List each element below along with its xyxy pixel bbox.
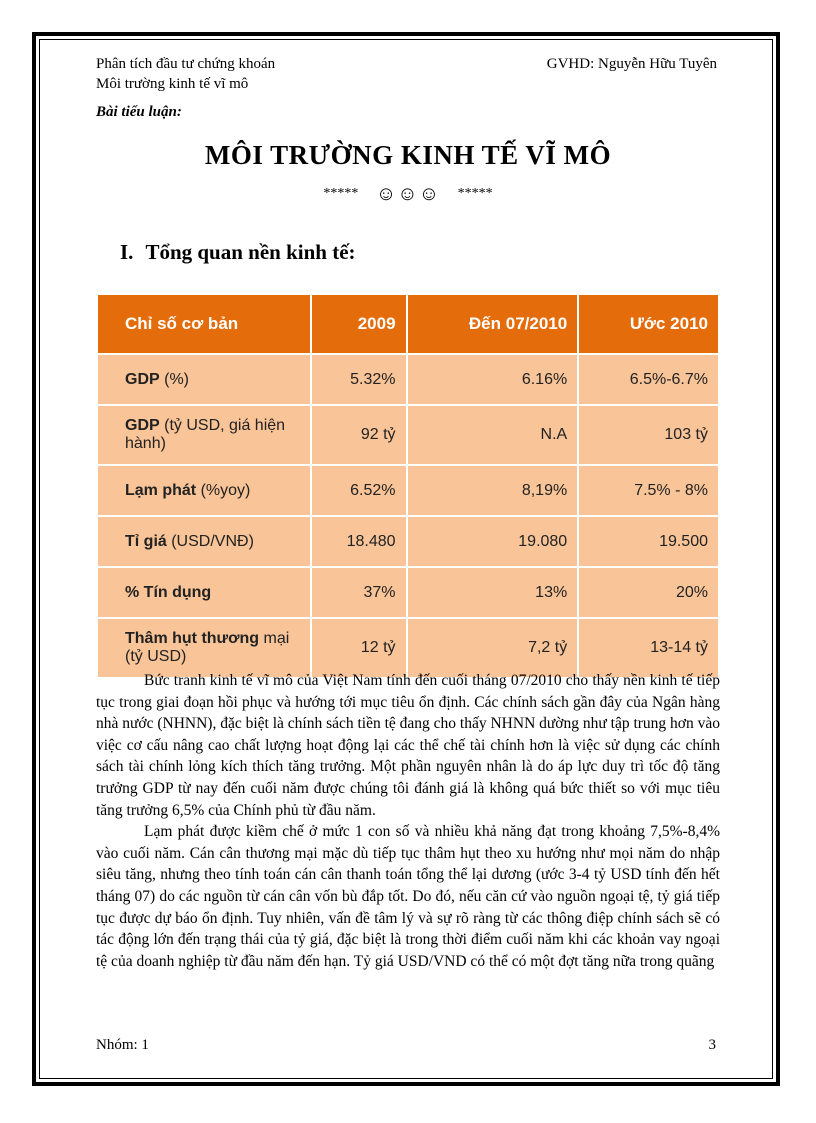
section-title: Tổng quan nền kinh tế: [145,240,356,264]
smiley-icon: ☺☺☺ [375,183,441,205]
ornament-stars-left: ***** [323,186,359,201]
indicator-cell: % Tín dụng [97,567,311,618]
table-row [97,465,719,516]
body-text [96,670,720,972]
value-2009-cell: 6.52% [311,465,407,516]
column-header-indicator: Chỉ số cơ bản [97,294,311,354]
paragraph: Lạm phát được kiềm chế ở mức 1 con số và nhiều khả năng đạt trong khoảng 7,5%-8,4% vào cuối năm. Cán cân thương mại mặc dù tiếp tục thâm hụt theo xu hướng như mọi năm do nhập siêu tăng, nhưng theo tính toán cán cân thanh toán tổng thể lại dương (ước 3-4 tỷ USD tính đến hết tháng 07) do các nguồn từ cán cân vốn bù đắp tốt. Do đó, nếu căn cứ vào nguồn ngoại tệ, tỷ giá tiếp tục được dự báo ổn định. Tuy nhiên, vấn đề tâm lý và sự rõ ràng từ các thông điệp chính sách sẽ có tác động lớn đến trạng thái của tỷ giá, đặc biệt là trong thời điểm cuối năm khi các khoản vay ngoại tệ của doanh nghiệp từ đầu năm đến hạn. Tỷ giá USD/VND có thể có một đợt tăng nữa trong quãng [96,823,720,970]
value-2009-cell: 5.32% [311,354,407,405]
indicator-cell: GDP (%) [97,354,311,405]
value-072010-cell: 13% [407,567,579,618]
doc-label: Bài tiểu luận: [96,104,182,120]
value-2009-cell: 92 tỷ [311,405,407,465]
ornament-stars-right: ***** [457,186,493,201]
value-est2010-cell: 20% [578,567,719,618]
paragraph: Bức tranh kinh tế vĩ mô của Việt Nam tính đến cuối tháng 07/2010 cho thấy nền kinh tế tiếp tục trong giai đoạn hồi phục và hướng tới mục tiêu ổn định. Các chính sách gần đây của Ngân hàng nhà nước (NHNN), đặc biệt là chính sách tiền tệ đang cho thấy NHNN dường như tập trung hơn vào việc cơ cấu nâng cao chất lượng hoạt động lại các thể chế tài chính hơn là việc sử dụng các chính sách tài chính lỏng kích thích tăng trưởng. Một phần nguyên nhân là do áp lực duy trì tốc độ tăng trưởng GDP từ nay đến cuối năm được chúng tôi đánh giá là không quá bức thiết so với mục tiêu tăng trưởng 6,5% của Chính phủ từ đầu năm. [96,672,720,819]
page-title: MÔI TRƯỜNG KINH TẾ VĨ MÔ [204,140,612,170]
table-row [97,354,719,405]
value-072010-cell: N.A [407,405,579,465]
value-2009-cell: 37% [311,567,407,618]
section-heading [120,240,356,265]
value-est2010-cell: 13-14 tỷ [578,618,719,678]
value-072010-cell: 8,19% [407,465,579,516]
header-supervisor: GVHD: Nguyễn Hữu Tuyên [546,56,717,72]
value-est2010-cell: 103 tỷ [578,405,719,465]
column-header-072010: Đến 07/2010 [407,294,579,354]
table-row [97,618,719,678]
indicator-cell: GDP (tỷ USD, giá hiện hành) [97,405,311,465]
column-header-est2010: Ước 2010 [578,294,719,354]
value-2009-cell: 12 tỷ [311,618,407,678]
indicator-cell: Lạm phát (%yoy) [97,465,311,516]
value-2009-cell: 18.480 [311,516,407,567]
value-072010-cell: 6.16% [407,354,579,405]
indicator-cell: Tỉ giá (USD/VNĐ) [97,516,311,567]
value-est2010-cell: 7.5% - 8% [578,465,719,516]
table-row [97,516,719,567]
value-072010-cell: 7,2 tỷ [407,618,579,678]
value-072010-cell: 19.080 [407,516,579,567]
title-ornament [0,180,816,203]
header-left [96,54,275,94]
table-row [97,405,719,465]
column-header-2009: 2009 [311,294,407,354]
header-course: Phân tích đầu tư chứng khoán [96,56,276,72]
table-row [97,567,719,618]
indicator-cell: Thâm hụt thương mại (tỷ USD) [97,618,311,678]
section-number: I. [120,240,134,264]
value-est2010-cell: 19.500 [578,516,719,567]
footer-group: Nhóm: 1 [96,1037,149,1053]
value-est2010-cell: 6.5%-6.7% [578,354,719,405]
header-topic: Môi trường kinh tế vĩ mô [96,76,249,92]
table-header-row [97,294,719,354]
page-number: 3 [708,1037,716,1053]
economic-indicators-table [96,293,720,679]
